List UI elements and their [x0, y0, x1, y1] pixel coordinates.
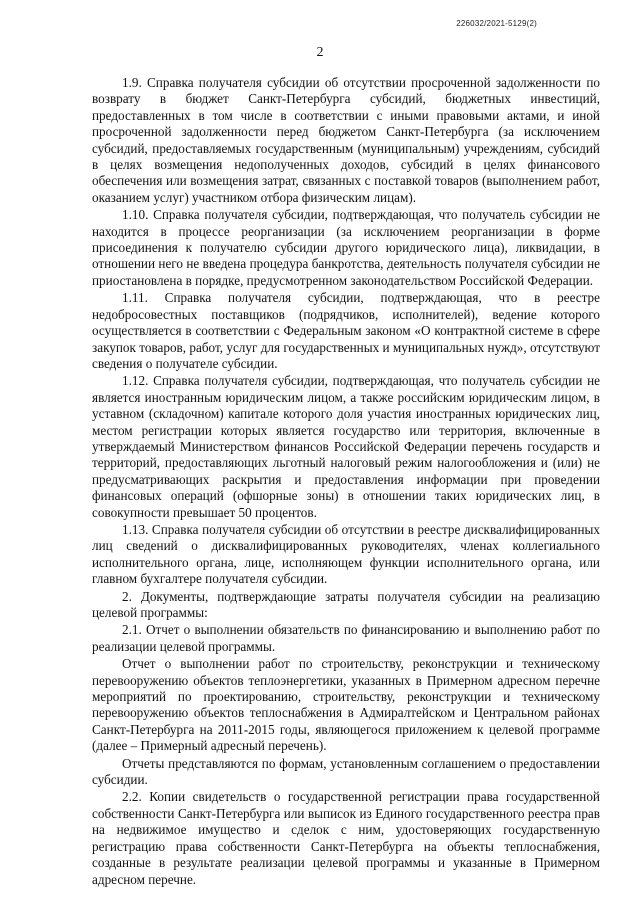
document-registration-number: 226032/2021-5129(2) — [456, 19, 537, 28]
page-number: 2 — [316, 45, 324, 60]
paragraph-1-13: 1.13. Справка получателя субсидии об отсутствии в реестре дисквалифицированных лиц сведений о дисквалифицированных руководителях, членах коллегиального исполнительного органа, лице, исполняющем функции исполнительного органа, или главном бухгалтере получателя субсидии. — [92, 521, 600, 587]
paragraph-2: 2. Документы, подтверждающие затраты получателя субсидии на реализацию целевой программы: — [92, 588, 600, 620]
paragraph-2-1: 2.1. Отчет о выполнении обязательств по финансированию и выполнению работ по реализации целевой программы. — [92, 622, 600, 654]
paragraph-report-works: Отчет о выполнении работ по строительству, реконструкции и техническому перевооружению объектов теплоэнергетики, указанных в Примерном адресном перечне мероприятий по проектированию, строительству, реконструкции и техническому перевооружению объектов теплоснабжения в Адмиралтейском и Центральном районах Санкт-Петербурга на 2011-2015 годы, являющегося приложением к целевой программе (далее – Примерный адресный перечень). — [92, 656, 600, 754]
paragraph-1-10: 1.10. Справка получателя субсидии, подтверждающая, что получатель субсидии не находится в процессе реорганизации (за исключением реорганизации в форме присоединения к получателю субсидии другого юридического лица), ликвидации, в отношении него не введена процедура банкротства, деятельность получателя субсидии не приостановлена в порядке, предусмотренном законодательством Российской Федерации. — [92, 207, 600, 288]
paragraph-1-12: 1.12. Справка получателя субсидии, подтверждающая, что получатель субсидии не является иностранным юридическим лицом, а также российским юридическим лицом, в уставном (складочном) капитале которого доля участия иностранных юридических лиц, местом регистрации которых является государство или территория, включенные в утверждаемый Министерством финансов Российской Федерации перечень государств и территорий, предоставляющих льготный налоговый режим налогообложения и (или) не предусматривающих раскрытия и предоставления информации при проведении финансовых операций (офшорные зоны) в отношении таких юридических лиц, в совокупности превышает 50 процентов. — [92, 373, 600, 520]
paragraph-report-forms: Отчеты представляются по формам, установленным соглашением о предоставлении субсидии. — [92, 755, 600, 788]
paragraph-1-11: 1.11. Справка получателя субсидии, подтверждающая, что в реестре недобросовестных поставщиков (подрядчиков, исполнителей), ведение которого осуществляется в соответствии с Федеральным законом «О контрактной системе в сфере закупок товаров, работ, услуг для государственных и муниципальных нужд», отсутствуют сведения о получателе субсидии. — [92, 290, 600, 371]
paragraph-2-2: 2.2. Копии свидетельств о государственной регистрации права государственной собственности Санкт-Петербурга или выписок из Единого государственного реестра прав на недвижимое имущество и сделок с ним, удостоверяющих государственную регистрацию права собственности Санкт-Петербурга на объекты теплоснабжения, созданные в результате реализации целевой программы и указанные в Примерном адресном перечне. — [92, 789, 600, 887]
document-body — [92, 75, 600, 889]
paragraph-1-9: 1.9. Справка получателя субсидии об отсутствии просроченной задолженности по возврату в бюджет Санкт-Петербурга субсидий, бюджетных инвестиций, предоставленных в том числе в соответствии с иными правовыми актами, и иной просроченной задолженности перед бюджетом Санкт-Петербурга (за исключением субсидий, предоставляемых государственным (муниципальным) учреждениям, субсидий в целях возмещения недополученных доходов, субсидий в целях финансового обеспечения или возмещения затрат, связанных с поставкой товаров (выполнением работ, оказанием услуг) участником отбора физическим лицам). — [92, 75, 600, 205]
